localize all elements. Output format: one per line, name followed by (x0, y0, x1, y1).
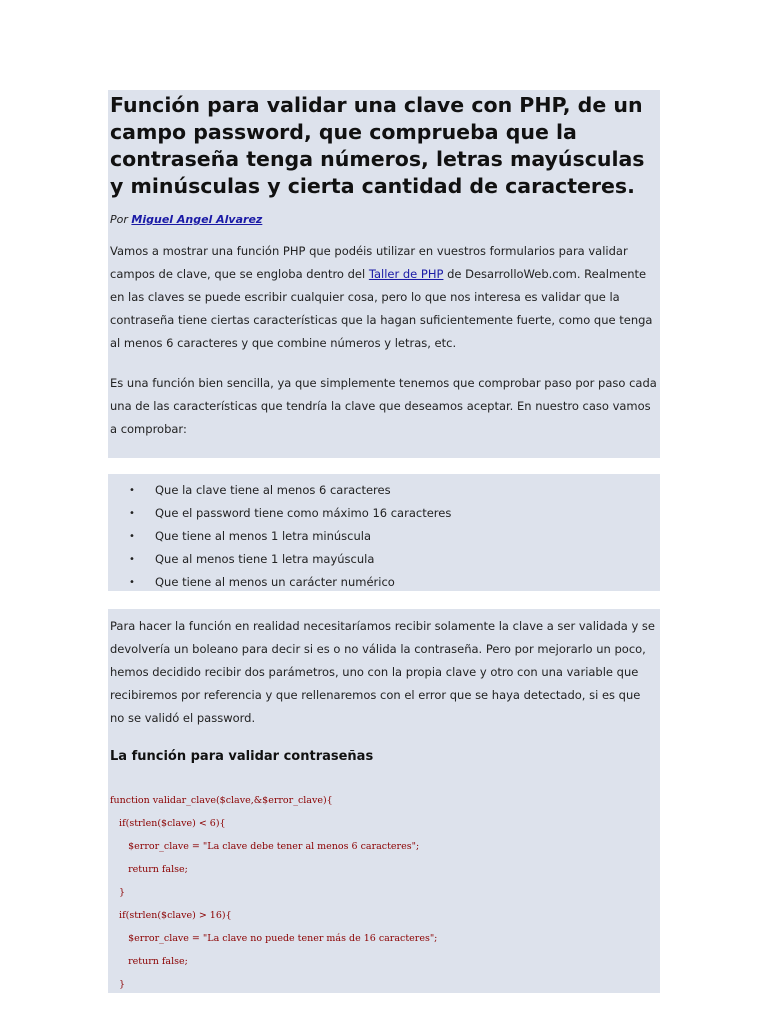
intro-text-start: Vamos a mostrar una función PHP que podéis utilizar en vuestros formularios para validar campos de clave, que se engloba dentro del (110, 244, 628, 281)
list-item (108, 502, 660, 525)
intro-paragraph-2: Es una función bien sencilla, ya que simplemente tenemos que comprobar paso por paso cada una de las características que tendría la clave que deseamos aceptar. En nuestro caso vamos a comprobar: (110, 376, 657, 436)
requirements-list (108, 479, 660, 594)
list-item-text: Que la clave tiene al menos 6 caracteres (155, 483, 391, 497)
list-item-text: Que tiene al menos 1 letra minúscula (155, 529, 372, 543)
list-item (108, 525, 660, 548)
intro-text-end: de DesarrolloWeb.com. Realmente en las claves se puede escribir cualquier cosa, pero lo que nos interesa es validar que la contraseña tiene ciertas características que la hagan suficientemente fuerte, como que tenga al menos 6 caracteres y que combine números y letras, etc. (110, 267, 653, 350)
author-link[interactable]: Miguel Angel Alvarez (131, 213, 263, 226)
byline (110, 212, 658, 228)
taller-php-link[interactable]: Taller de PHP (368, 267, 444, 281)
intro-paragraph (110, 240, 658, 355)
list-item-text: Que tiene al menos un carácter numérico (155, 575, 395, 589)
list-item (108, 571, 660, 594)
byline-prefix: Por (110, 213, 132, 226)
list-item-text: Que al menos tiene 1 letra mayúscula (155, 552, 375, 566)
list-item-text: Que el password tiene como máximo 16 caracteres (155, 506, 452, 520)
section-heading: La función para validar contraseñas (110, 749, 374, 764)
bullet-icon: • (129, 508, 135, 519)
list-item (108, 479, 660, 502)
list-item (108, 548, 660, 571)
body-paragraph: Para hacer la función en realidad necesitaríamos recibir solamente la clave a ser validada y se devolvería un boleano para decir si es o no válida la contraseña. Pero por mejorarlo un poco, hemos decidido recibir dos parámetros, uno con la propia clave y otro con una variable que recibiremos por referencia y que rellenaremos con el error que se haya detectado, si es que no se validó el password. (110, 619, 655, 725)
article-title: Función para validar una clave con PHP, de un campo password, que comprueba que la contraseña tenga números, letras mayúsculas y minúsculas y cierta cantidad de caracteres. (110, 93, 645, 198)
bullet-icon: • (129, 531, 135, 542)
bullet-icon: • (129, 554, 135, 565)
requirements-list-block (108, 474, 660, 591)
code-block: function validar_clave($clave,&$error_clave){ if(strlen($clave) < 6){ $error_clave = "La clave debe tener al menos 6 caracteres"; return false; } if(strlen($clave) > 16){ $error_clave = "La clave no puede tener más de 16 caracteres"; return false; } (110, 795, 438, 990)
article-body (108, 609, 660, 993)
article-header (108, 90, 660, 458)
bullet-icon: • (129, 485, 135, 496)
bullet-icon: • (129, 577, 135, 588)
